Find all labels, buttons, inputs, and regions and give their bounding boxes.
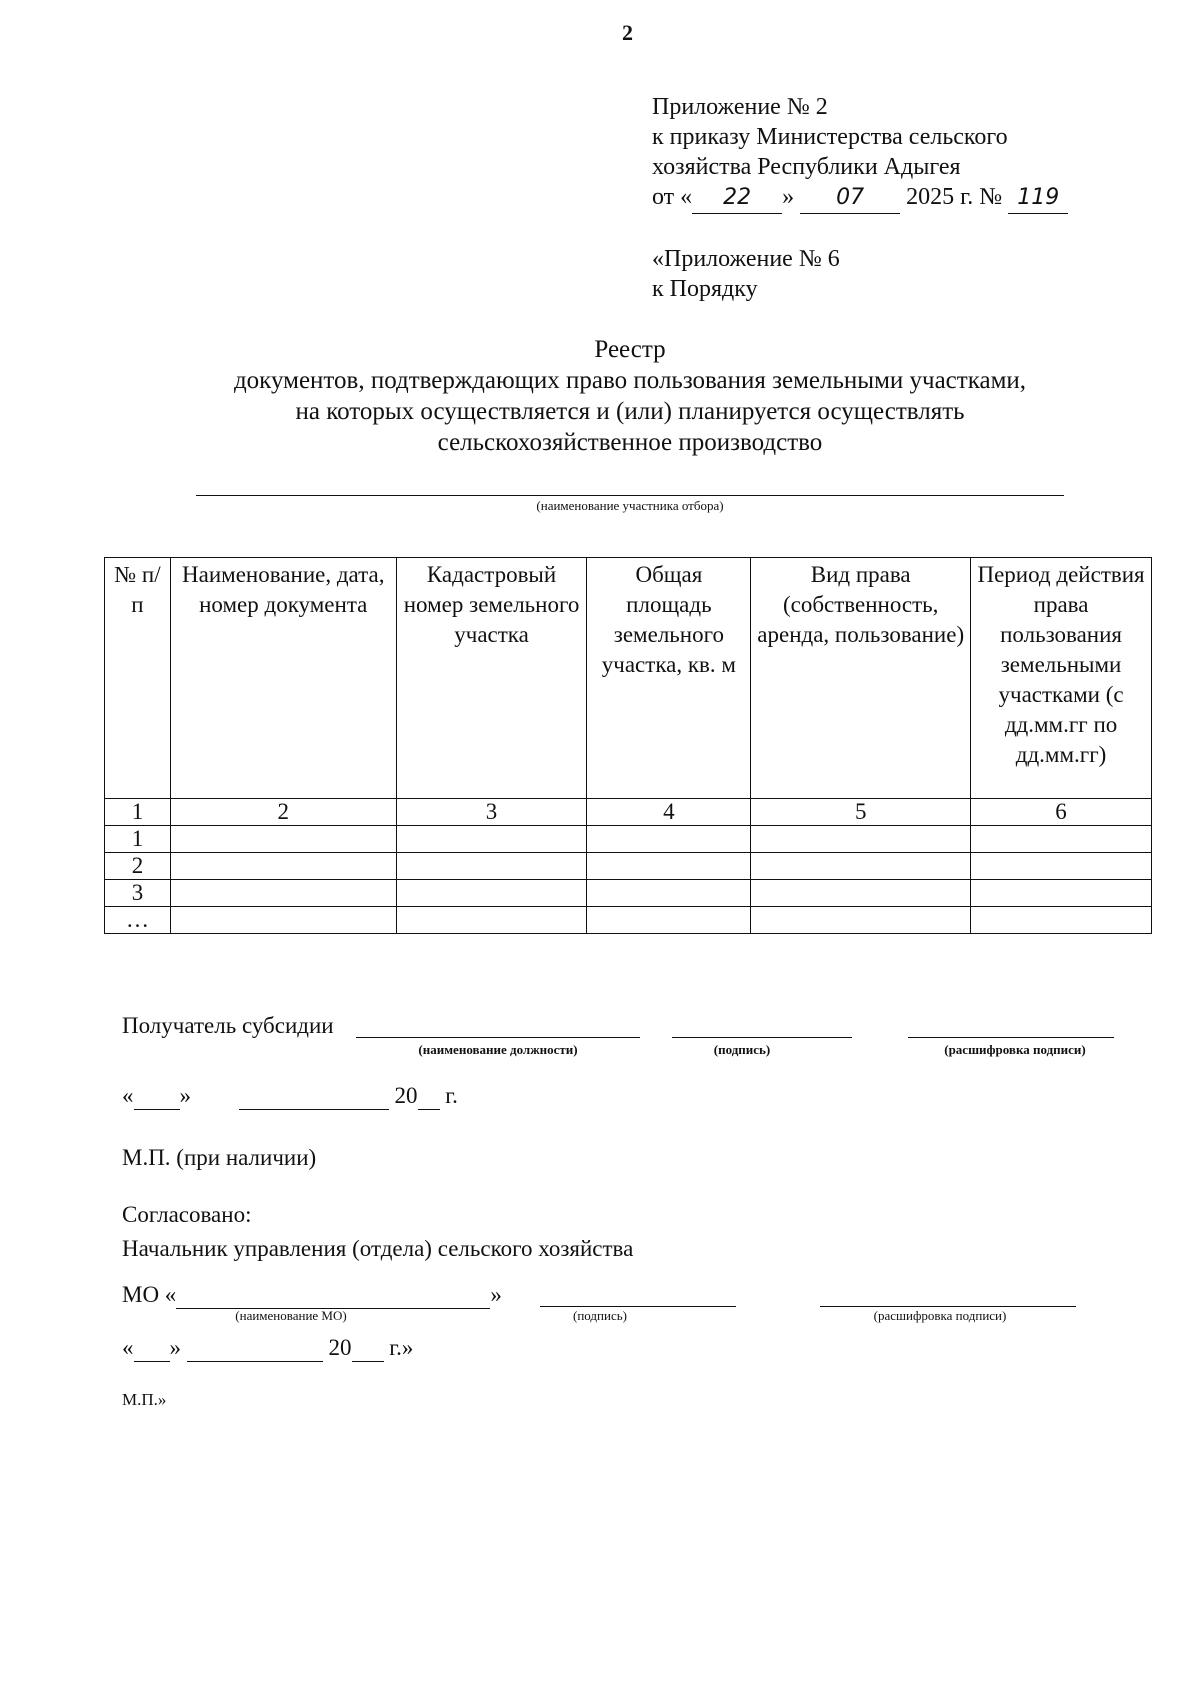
table-header-row <box>105 558 1152 799</box>
row-number: 1 <box>105 826 171 853</box>
table-cell <box>170 853 396 880</box>
table-row <box>105 880 1152 907</box>
date-prefix: от « <box>652 184 693 210</box>
table-cell <box>971 853 1152 880</box>
date-mid: » <box>782 184 795 210</box>
column-number: 6 <box>971 799 1152 826</box>
table-cell <box>751 853 971 880</box>
mo-decoding-line <box>820 1306 1076 1307</box>
title-line3: на которых осуществляется и (или) планируется осуществлять <box>295 398 965 425</box>
column-number: 1 <box>105 799 171 826</box>
header-number: № п/п <box>105 558 171 799</box>
seal-place-optional: М.П. (при наличии) <box>122 1145 317 1170</box>
quote-open: « <box>122 1083 134 1108</box>
caption-mo-decoding: (расшифровка подписи) <box>873 1308 1007 1323</box>
header-cadastral: Кадастровый номер земельного участка <box>396 558 587 799</box>
appendix-line3: хозяйства Республики Адыгея <box>652 154 961 180</box>
table-cell <box>396 880 587 907</box>
header-period: Период действия права пользования земельными участками (с дд.мм.гг по дд.мм.гг) <box>971 558 1152 799</box>
signature-line <box>672 1037 852 1038</box>
year-prefix: 20 <box>394 1083 418 1108</box>
quote-open: « <box>122 1335 134 1360</box>
table-cell <box>170 826 396 853</box>
caption-mo: (наименование МО) <box>235 1308 347 1323</box>
recipient-label: Получатель субсидии <box>122 1013 334 1038</box>
mo-row <box>122 1282 502 1309</box>
agreed-line1: Согласовано: <box>122 1202 252 1227</box>
title-line1: Реестр <box>594 336 666 363</box>
appendix-line1: Приложение № 2 <box>652 94 828 120</box>
appendix6-line2: к Порядку <box>652 276 758 302</box>
agreed-line2: Начальник управления (отдела) сельского хозяйства <box>122 1236 634 1261</box>
handwritten-order-number: 119 <box>1008 183 1068 214</box>
registry-table <box>104 557 1152 934</box>
table-cell <box>396 907 587 934</box>
appendix6-line1: «Приложение № 6 <box>652 246 840 272</box>
quote-close: » <box>179 1083 191 1108</box>
column-number: 2 <box>170 799 396 826</box>
column-number: 3 <box>396 799 587 826</box>
date-row <box>122 1083 458 1110</box>
table-cell <box>587 826 751 853</box>
table-cell <box>751 826 971 853</box>
decoding-line <box>908 1037 1114 1038</box>
appendix-line2: к приказу Министерства сельского <box>652 124 1008 150</box>
column-number: 5 <box>751 799 971 826</box>
month-blank <box>187 1335 323 1362</box>
header-area: Общая площадь земельного участка, кв. м <box>587 558 751 799</box>
day-blank <box>134 1335 170 1362</box>
position-line <box>356 1037 640 1038</box>
seal-place: М.П.» <box>122 1390 167 1409</box>
year-blank <box>352 1335 384 1362</box>
table-row <box>105 907 1152 934</box>
table-row <box>105 826 1152 853</box>
appendix6-header <box>652 244 840 304</box>
table-cell <box>170 907 396 934</box>
handwritten-day: 22 <box>692 183 782 214</box>
caption-mo-signature: (подпись) <box>573 1308 627 1323</box>
table-cell <box>587 880 751 907</box>
table-cell <box>587 853 751 880</box>
table-cell <box>971 907 1152 934</box>
year-prefix: 20 <box>328 1335 352 1360</box>
table-cell <box>396 853 587 880</box>
table-cell <box>587 907 751 934</box>
participant-caption: (наименование участника отбора) <box>536 498 724 513</box>
table-row <box>105 853 1152 880</box>
document-title <box>120 334 1140 458</box>
title-line4: сельскохозяйственное производство <box>437 429 823 456</box>
appendix-date-line <box>652 182 1068 214</box>
caption-decoding: (расшифровка подписи) <box>944 1042 1086 1057</box>
caption-position: (наименование должности) <box>418 1042 578 1057</box>
header-document: Наименование, дата, номер документа <box>170 558 396 799</box>
column-number: 4 <box>587 799 751 826</box>
year-suffix: г.» <box>389 1335 414 1360</box>
table-cell <box>971 880 1152 907</box>
day-blank <box>134 1083 180 1110</box>
mo-name-blank <box>176 1282 490 1309</box>
header-right-type: Вид права (собственность, аренда, пользование) <box>751 558 971 799</box>
table-cell <box>971 826 1152 853</box>
page-number: 2 <box>622 20 633 45</box>
handwritten-month: 07 <box>800 183 900 214</box>
table-cell <box>170 880 396 907</box>
year-suffix: г. <box>445 1083 458 1108</box>
mo-prefix: МО « <box>122 1282 177 1307</box>
agreed-block <box>122 1198 633 1266</box>
row-number: … <box>105 907 171 934</box>
date-year: 2025 г. № <box>906 184 1003 210</box>
table-cell <box>396 826 587 853</box>
participant-name-line <box>196 495 1064 496</box>
appendix-header <box>652 92 1068 214</box>
row-number: 3 <box>105 880 171 907</box>
caption-signature: (подпись) <box>713 1042 771 1057</box>
month-blank <box>239 1083 389 1110</box>
table-cell <box>751 880 971 907</box>
title-line2: документов, подтверждающих право пользования земельными участками, <box>233 367 1027 394</box>
quote-close: » <box>169 1335 181 1360</box>
year-blank <box>418 1083 440 1110</box>
table-cell <box>751 907 971 934</box>
row-number: 2 <box>105 853 171 880</box>
mo-suffix: » <box>490 1282 502 1307</box>
mo-signature-line <box>540 1306 736 1307</box>
date-row-2 <box>122 1335 413 1362</box>
column-number-row <box>105 799 1152 826</box>
